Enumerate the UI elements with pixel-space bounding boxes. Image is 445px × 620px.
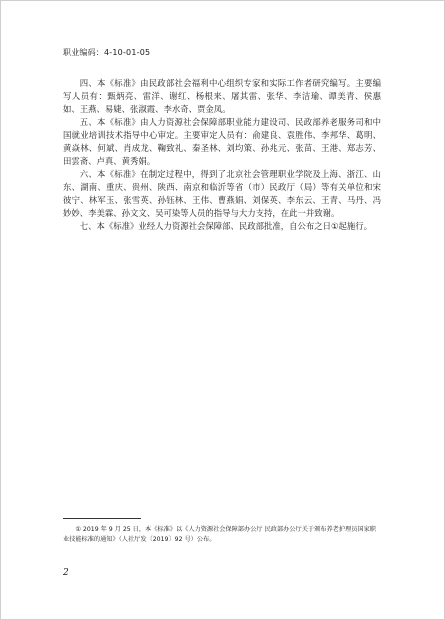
paragraph-7: 七、本《标准》业经人力资源社会保障部、民政部批准，自公布之日①起施行。 (79, 221, 373, 231)
body-text (63, 77, 381, 233)
footnote-separator (63, 518, 141, 519)
footnote: ① 2019 年 9 月 25 日，本《标准》以《人力资源社会保障部办公厅 民政部办公厅关于颁布养老护理员国家职业技能标准的通知》（人社厅发〔2019〕92 号）公布。 (63, 526, 376, 543)
page-number: 2 (63, 568, 69, 578)
paragraph-5: 五、本《标准》由人力资源社会保障部职业能力建设司、民政部养老服务司和中国就业培训技术指导中心审定。主要审定人员有：俞建良、袁胜伟、李邦华、葛明、黄焱林、何斌、肖成龙、鞠致礼、秦圣林、刘均策、孙兆元、张苗、王港、郑志芳、田雲斋、卢真、黄秀娟。 (63, 117, 381, 166)
paragraph-6: 六、本《标准》在制定过程中，得到了北京社会管理职业学院及上海、浙江、山东、湖南、重庆、贵州、陕西、南京和临沂等省（市）民政厅（局）等有关单位和宋彼宁、林军玉、张雪英、孙钰林、王伟、曹燕娟、刘保英、李东云、王青、马丹、冯妙妙、李美霖、孙文文、吴可染等人员的指导与大力支持，在此一并致谢。 (63, 169, 381, 218)
paragraph-4: 四、本《标准》由民政部社会福利中心组织专家和实际工作者研究编写。主要编写人员有：甄炳亮、雷洋、谢红、杨根来、屠其雷、张华、李洁瑜、谭美青、侯惠如、王燕、易婕、张淑霞、李水奇、贾金凤。 (63, 78, 381, 114)
occupation-code: 职业编码：4-10-01-05 (63, 48, 151, 57)
